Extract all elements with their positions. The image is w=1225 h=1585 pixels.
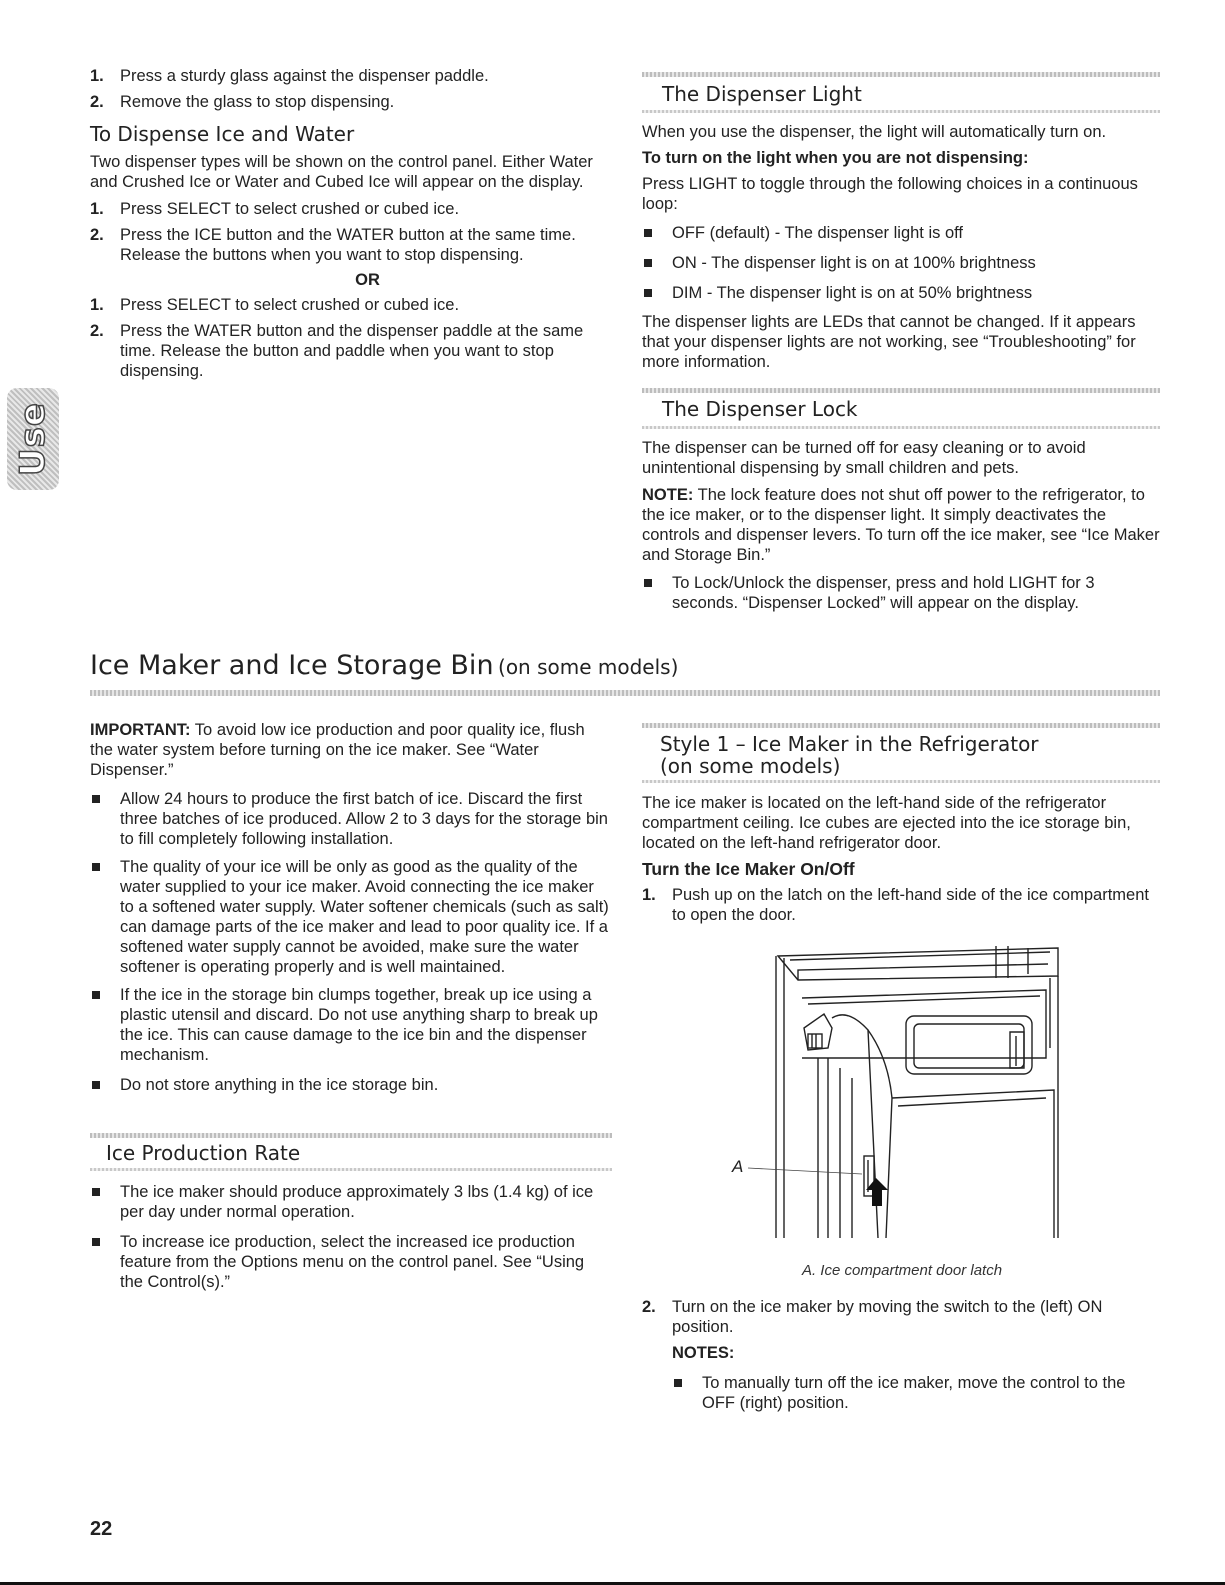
step-text: Push up on the latch on the left-hand side of the ice compartment to open the door.	[672, 886, 1149, 924]
ice-production-rate-heading: Ice Production Rate	[106, 1141, 301, 1165]
list-item: Do not store anything in the ice storage bin.	[90, 1075, 610, 1095]
style1-body	[642, 793, 1162, 925]
ice-maker-body	[90, 720, 610, 1095]
paragraph: Press LIGHT to toggle through the following choices in a continuous loop:	[642, 175, 1138, 213]
list-item: To Lock/Unlock the dispenser, press and hold LIGHT for 3 seconds. “Dispenser Locked” will appear on the display.	[642, 573, 1160, 613]
note-label: NOTE:	[642, 486, 694, 504]
list-item: 1. Press a sturdy glass against the dispenser paddle.	[90, 67, 489, 85]
list-item: To increase ice production, select the increased ice production feature from the Options menu on the control panel. See “Using the Control(s).”	[90, 1232, 610, 1292]
ice-production-rate-body	[90, 1182, 610, 1292]
style1-heading-line2: (on some models)	[660, 754, 841, 778]
paragraph: When you use the dispenser, the light will automatically turn on.	[642, 123, 1107, 141]
section-title	[90, 650, 678, 681]
side-tab	[7, 388, 59, 490]
section-rule	[642, 388, 1160, 393]
dispenser-light-heading: The Dispenser Light	[662, 82, 862, 106]
list-item: 1. Press SELECT to select crushed or cubed ice.	[90, 200, 460, 218]
section-rule	[642, 723, 1160, 728]
step-text: Press the ICE button and the WATER button at the same time. Release the buttons when you want to stop dispensing.	[120, 226, 576, 264]
list-item: To manually turn off the ice maker, move the control to the OFF (right) position.	[672, 1373, 1162, 1413]
paragraph: Two dispenser types will be shown on the control panel. Either Water and Crushed Ice or Water and Cubed Ice will appear on the display.	[90, 153, 593, 191]
paragraph: The ice maker is located on the left-hand side of the refrigerator compartment ceiling. Ice cubes are ejected into the ice storage bin, located on the left-hand refrigerator door.	[642, 794, 1131, 852]
notes-label: NOTES:	[672, 1344, 735, 1362]
list-item: 2. Press the ICE button and the WATER button at the same time. Release the buttons when you want to stop dispensing.	[90, 226, 576, 264]
figure-label: A	[732, 1157, 744, 1176]
list-item: 1. Push up on the latch on the left-hand side of the ice compartment to open the door.	[642, 886, 1149, 924]
style1-heading-line1: Style 1 – Ice Maker in the Refrigerator	[660, 732, 1039, 756]
section-rule	[642, 780, 1160, 783]
step-text: Press a sturdy glass against the dispenser paddle.	[120, 67, 489, 85]
list-item: OFF (default) - The dispenser light is off	[642, 223, 1160, 243]
step-text: Turn on the ice maker by moving the switch to the (left) ON position.	[672, 1298, 1103, 1336]
important-text: To avoid low ice production and poor quality ice, flush the water system before turning on the ice maker. See “Water Dispenser.”	[90, 721, 585, 779]
section-heading: To Dispense Ice and Water	[90, 122, 355, 146]
figure-caption: A. Ice compartment door latch	[801, 1262, 1003, 1279]
section-rule	[642, 426, 1160, 429]
list-item: 2. Press the WATER button and the dispenser paddle at the same time. Release the button and paddle when you want to stop dispensing.	[90, 322, 584, 380]
style1-heading	[660, 733, 1039, 777]
list-item: DIM - The dispenser light is on at 50% brightness	[642, 283, 1160, 303]
note-text: The lock feature does not shut off power to the refrigerator, to the ice maker, or to the dispenser light. It simply deactivates the controls and dispenser levers. To turn off the ice maker, see “Ice Maker and Storage Bin.”	[642, 486, 1160, 564]
subheading: To turn on the light when you are not dispensing:	[642, 149, 1029, 167]
list-item: ON - The dispenser light is on at 100% brightness	[642, 253, 1160, 273]
list-item: 2. Turn on the ice maker by moving the switch to the (left) ON position.	[642, 1298, 1103, 1336]
section-rule	[90, 1168, 612, 1171]
dispenser-lock-heading: The Dispenser Lock	[662, 397, 858, 421]
paragraph: The dispenser lights are LEDs that cannot be changed. If it appears that your dispenser lights are not working, see “Troubleshooting” for more information.	[642, 313, 1136, 371]
or-separator: OR	[355, 271, 380, 289]
list-item: The ice maker should produce approximately 3 lbs (1.4 kg) of ice per day under normal operation.	[90, 1182, 610, 1222]
section-title-text: Ice Maker and Ice Storage Bin	[90, 650, 494, 681]
side-tab-label: Use	[13, 402, 53, 476]
subheading: Turn the Ice Maker On/Off	[642, 859, 855, 879]
dispenser-lock-body	[642, 438, 1160, 613]
ice-compartment-illustration	[728, 938, 1068, 1242]
note-paragraph	[642, 485, 1160, 565]
list-item: 1. Press SELECT to select crushed or cubed ice.	[90, 296, 460, 314]
section-title-suffix: (on some models)	[498, 655, 679, 679]
step-text: Press the WATER button and the dispenser paddle at the same time. Release the button and paddle when you want to stop dispensing.	[120, 322, 584, 380]
step-text: Remove the glass to stop dispensing.	[120, 93, 395, 111]
list-item: 2. Remove the glass to stop dispensing.	[90, 93, 395, 111]
section-title-rule	[90, 690, 1160, 696]
list-item: Allow 24 hours to produce the first batch of ice. Discard the first three batches of ice produced. Allow 2 to 3 days for the storage bin to fill completely following installation.	[90, 789, 610, 849]
important-paragraph	[90, 720, 610, 780]
step-text: Press SELECT to select crushed or cubed ice.	[120, 200, 460, 218]
up-arrow-icon	[866, 1178, 888, 1206]
step-text: Press SELECT to select crushed or cubed ice.	[120, 296, 460, 314]
paragraph: The dispenser can be turned off for easy cleaning or to avoid unintentional dispensing by small children and pets.	[642, 439, 1086, 477]
section-rule	[90, 1133, 612, 1138]
dispenser-light-body	[642, 122, 1160, 372]
left-top-column	[90, 66, 615, 381]
list-item: The quality of your ice will be only as good as the quality of the water supplied to your ice maker. Avoid connecting the ice maker to a softened water supply. Water softener chemicals (such as salt) can damage parts of the ice maker and lead to poor quality ice. If a softened water supply cannot be avoided, make sure the water softener is operating properly and is well maintained.	[90, 857, 610, 977]
page-number: 22	[90, 1518, 113, 1540]
important-label: IMPORTANT:	[90, 721, 191, 739]
section-rule	[642, 110, 1160, 113]
list-item: If the ice in the storage bin clumps together, break up ice using a plastic utensil and discard. Do not use anything sharp to break up the ice. This can cause damage to the ice bin and the dispenser mechanism.	[90, 985, 610, 1065]
style1-body-continued	[642, 1297, 1162, 1413]
section-rule	[642, 72, 1160, 77]
